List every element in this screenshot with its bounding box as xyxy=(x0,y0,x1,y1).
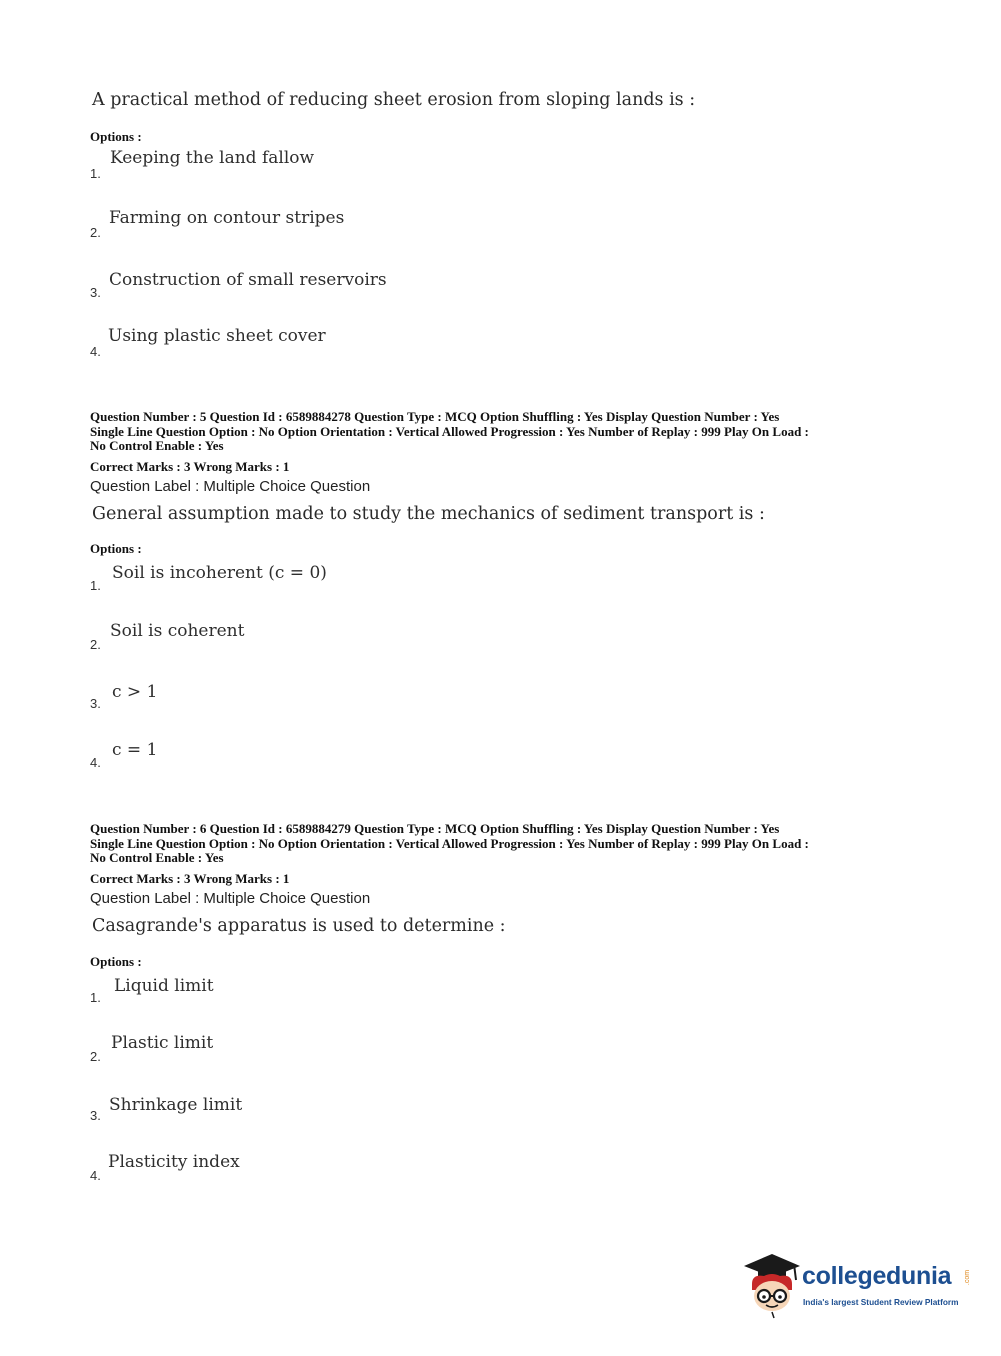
option-text: Farming on contour stripes xyxy=(109,208,345,228)
question-meta-line: Single Line Question Option : No Option Orientation : Vertical Allowed Progression : Yes Number of Replay : 999 Play On Load : xyxy=(90,423,809,439)
logo-wordmark: collegedunia xyxy=(802,1262,952,1290)
question-marks: Correct Marks : 3 Wrong Marks : 1 xyxy=(90,459,290,474)
question-meta-line: No Control Enable : Yes xyxy=(90,438,224,453)
student-mascot-icon xyxy=(742,1250,804,1320)
option-text: Using plastic sheet cover xyxy=(108,326,326,346)
option-number: 1. xyxy=(90,990,101,1005)
options-label: Options : xyxy=(90,954,142,969)
question-meta-line: No Control Enable : Yes xyxy=(90,850,224,865)
option-number: 2. xyxy=(90,637,101,652)
option-text: Soil is coherent xyxy=(110,621,245,641)
option-text: Liquid limit xyxy=(114,976,214,996)
option-number: 4. xyxy=(90,1168,101,1183)
option-number: 4. xyxy=(90,755,101,770)
question-label: Question Label : Multiple Choice Question xyxy=(90,478,371,495)
option-text: Construction of small reservoirs xyxy=(109,270,387,290)
question-meta xyxy=(90,410,920,454)
option-number: 2. xyxy=(90,1049,101,1064)
option-number: 3. xyxy=(90,696,101,711)
option-number: 1. xyxy=(90,166,101,181)
question-meta xyxy=(90,822,920,866)
option-number: 4. xyxy=(90,344,101,359)
option-number: 1. xyxy=(90,578,101,593)
options-label: Options : xyxy=(90,541,142,556)
option-text: c > 1 xyxy=(112,682,158,702)
option-text: Keeping the land fallow xyxy=(110,148,315,168)
option-number: 3. xyxy=(90,1108,101,1123)
question-meta-line: Single Line Question Option : No Option Orientation : Vertical Allowed Progression : Yes Number of Replay : 999 Play On Load : xyxy=(90,835,809,851)
question-text: Casagrande's apparatus is used to determine : xyxy=(92,916,506,936)
collegedunia-logo xyxy=(742,1250,972,1320)
option-text: c = 1 xyxy=(112,740,158,760)
option-text: Soil is incoherent (c = 0) xyxy=(112,563,327,583)
option-number: 2. xyxy=(90,225,101,240)
logo-domain: .com xyxy=(964,1269,972,1286)
option-text: Plastic limit xyxy=(111,1033,214,1053)
option-number: 3. xyxy=(90,285,101,300)
question-text: General assumption made to study the mechanics of sediment transport is : xyxy=(92,504,765,524)
question-meta-line: Question Number : 6 Question Id : 6589884279 Question Type : MCQ Option Shuffling : Yes Display Question Number : Yes xyxy=(90,821,780,836)
question-meta-line: Question Number : 5 Question Id : 6589884278 Question Type : MCQ Option Shuffling : Yes Display Question Number : Yes xyxy=(90,409,780,424)
question-label: Question Label : Multiple Choice Question xyxy=(90,890,371,907)
option-text: Plasticity index xyxy=(108,1152,240,1172)
logo-tagline: India's largest Student Review Platform xyxy=(803,1297,959,1307)
options-label: Options : xyxy=(90,129,142,144)
option-text: Shrinkage limit xyxy=(109,1095,243,1115)
question-marks: Correct Marks : 3 Wrong Marks : 1 xyxy=(90,871,290,886)
question-text: A practical method of reducing sheet erosion from sloping lands is : xyxy=(92,90,696,110)
